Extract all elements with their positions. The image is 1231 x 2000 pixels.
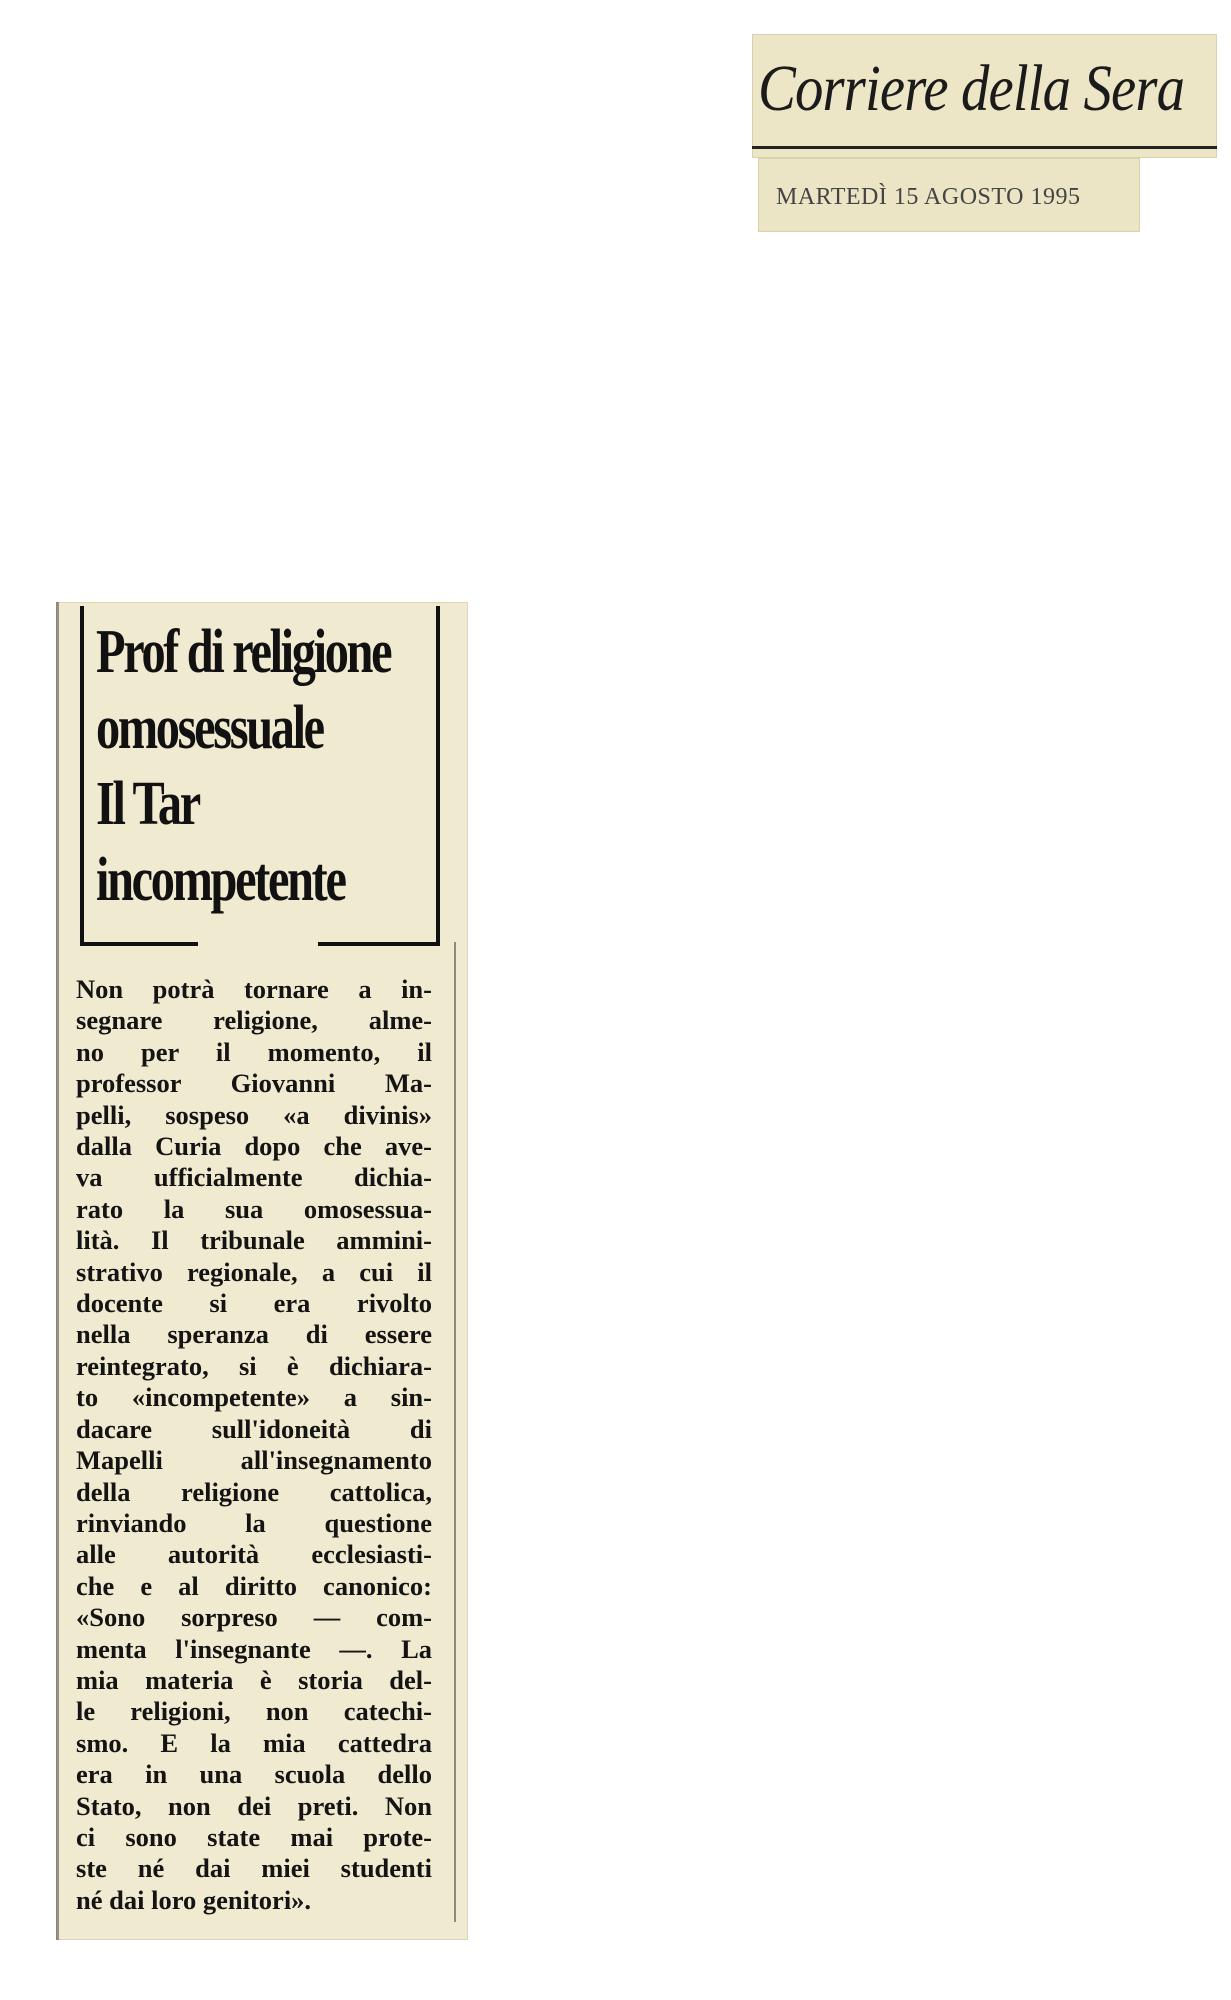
body-line: lità. Il tribunale ammini- bbox=[76, 1225, 432, 1256]
body-line: rinviando la questione bbox=[76, 1507, 432, 1538]
body-line: segnare religione, alme- bbox=[76, 1005, 432, 1036]
body-line: strativo regionale, a cui il bbox=[76, 1256, 432, 1287]
article-clipping bbox=[56, 602, 468, 1940]
headline-line: incompetente bbox=[96, 846, 345, 914]
newspaper-name: Corriere della Sera bbox=[758, 52, 1185, 125]
body-line: menta l'insegnante —. La bbox=[76, 1633, 432, 1664]
body-line: «Sono sorpreso — com- bbox=[76, 1602, 432, 1633]
body-line: rato la sua omosessua- bbox=[76, 1193, 432, 1224]
body-line: né dai loro genitori». bbox=[76, 1884, 312, 1915]
body-line: ci sono state mai prote- bbox=[76, 1821, 432, 1852]
body-line: che e al diritto canonico: bbox=[76, 1570, 432, 1601]
body-line: dalla Curia dopo che ave- bbox=[76, 1131, 432, 1162]
headline-line: omosessuale bbox=[96, 694, 323, 762]
body-line: to «incompetente» a sin- bbox=[76, 1382, 432, 1413]
headline bbox=[96, 614, 391, 918]
body-line: nella speranza di essere bbox=[76, 1319, 432, 1350]
body-line: docente si era rivolto bbox=[76, 1288, 432, 1319]
headline-frame-bottom-left bbox=[80, 942, 198, 946]
masthead-clipping bbox=[752, 34, 1217, 158]
body-line: dacare sull'idoneità di bbox=[76, 1413, 432, 1444]
body-line: le religioni, non catechi- bbox=[76, 1696, 432, 1727]
body-line: reintegrato, si è dichiara- bbox=[76, 1350, 432, 1381]
body-line: professor Giovanni Ma- bbox=[76, 1068, 432, 1099]
body-line: Mapelli all'insegnamento bbox=[76, 1445, 432, 1476]
body-line: Stato, non dei preti. Non bbox=[76, 1790, 432, 1821]
dateline-clipping bbox=[758, 158, 1140, 232]
headline-frame-bottom-right bbox=[318, 942, 440, 946]
publication-date: MARTEDÌ 15 AGOSTO 1995 bbox=[776, 184, 1081, 210]
body-line: va ufficialmente dichia- bbox=[76, 1162, 432, 1193]
column-rule-left bbox=[56, 602, 59, 1940]
headline-line: Il Tar bbox=[96, 770, 199, 838]
headline-line: Prof di religione bbox=[96, 618, 391, 686]
body-line: alle autorità ecclesiasti- bbox=[76, 1539, 432, 1570]
body-line: mia materia è storia del- bbox=[76, 1664, 432, 1695]
column-rule-right bbox=[454, 942, 456, 1922]
body-line: era in una scuola dello bbox=[76, 1759, 432, 1790]
body-line: della religione cattolica, bbox=[76, 1476, 432, 1507]
body-line: smo. E la mia cattedra bbox=[76, 1727, 432, 1758]
article-body bbox=[76, 974, 432, 1916]
body-line: no per il momento, il bbox=[76, 1036, 432, 1067]
body-line: ste né dai miei studenti bbox=[76, 1853, 432, 1884]
body-line: pelli, sospeso «a divinis» bbox=[76, 1099, 432, 1130]
body-line: Non potrà tornare a in- bbox=[76, 974, 432, 1004]
masthead-rule bbox=[752, 146, 1217, 149]
